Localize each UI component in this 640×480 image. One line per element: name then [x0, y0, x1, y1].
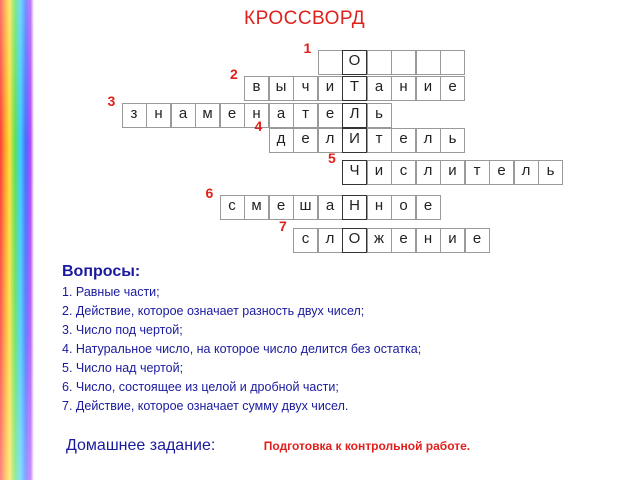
crossword-cell: и [440, 160, 465, 185]
crossword-cell: с [220, 195, 245, 220]
crossword-cell [318, 50, 343, 75]
crossword-cell: ы [269, 76, 294, 101]
crossword-cell: ш [293, 195, 318, 220]
crossword-cell: л [318, 128, 343, 153]
crossword-cell: ь [367, 103, 392, 128]
crossword-cell: н [367, 195, 392, 220]
crossword-cell: е [465, 228, 490, 253]
question-2: 2. Действие, которое означает разность двух чисел; [62, 304, 365, 318]
keyword-cell: О [342, 50, 367, 75]
crossword-cell [440, 50, 465, 75]
crossword-cell: з [122, 103, 147, 128]
crossword-cell: ж [367, 228, 392, 253]
keyword-cell: И [342, 128, 367, 153]
crossword-cell: л [416, 128, 441, 153]
homework-line [66, 437, 470, 455]
clue-number-1: 1 [303, 40, 312, 56]
questions-block [62, 262, 622, 416]
clue-number-4: 4 [254, 118, 263, 134]
crossword-cell: е [293, 128, 318, 153]
crossword-cell: а [269, 103, 294, 128]
crossword-cell: ь [440, 128, 465, 153]
crossword-cell: с [293, 228, 318, 253]
question-4: 4. Натуральное число, на которое число делится без остатка; [62, 342, 422, 356]
crossword-cell: л [514, 160, 539, 185]
crossword-cell: е [391, 128, 416, 153]
question-7: 7. Действие, которое означает сумму двух чисел. [62, 399, 349, 413]
crossword-cell: е [269, 195, 294, 220]
crossword-cell [367, 50, 392, 75]
crossword-cell: и [416, 76, 441, 101]
crossword-cell: е [318, 103, 343, 128]
question-6: 6. Число, состоящее из целой и дробной части; [62, 380, 339, 394]
crossword-cell: н [416, 228, 441, 253]
crossword-cell: в [244, 76, 269, 101]
crossword-cell: и [318, 76, 343, 101]
keyword-cell: О [342, 228, 367, 253]
crossword-cell: ь [538, 160, 563, 185]
crossword-cell [391, 50, 416, 75]
crossword-cell: н [391, 76, 416, 101]
keyword-cell: Н [342, 195, 367, 220]
crossword-cell: т [293, 103, 318, 128]
crossword-cell: е [440, 76, 465, 101]
crossword-cell: н [244, 103, 269, 128]
clue-number-7: 7 [279, 218, 287, 234]
crossword-cell: н [146, 103, 171, 128]
keyword-cell: Л [342, 103, 367, 128]
crossword-cell: е [416, 195, 441, 220]
crossword-cell: а [367, 76, 392, 101]
crossword-title: КРОССВОРД [244, 8, 366, 29]
keyword-cell: Т [342, 76, 367, 101]
clue-number-5: 5 [328, 150, 336, 166]
questions-heading: Вопросы: [62, 263, 141, 280]
question-1: 1. Равные части; [62, 285, 160, 299]
crossword-cell: и [440, 228, 465, 253]
crossword-cell: т [465, 160, 490, 185]
crossword-cell: а [318, 195, 343, 220]
crossword-cell: и [367, 160, 392, 185]
crossword-cell: л [416, 160, 441, 185]
crossword-cell: а [171, 103, 196, 128]
question-3: 3. Число под чертой; [62, 323, 183, 337]
crossword-cell: с [391, 160, 416, 185]
crossword-cell: е [391, 228, 416, 253]
clue-number-3: 3 [107, 93, 116, 109]
clue-number-2: 2 [230, 66, 238, 82]
crossword-cell: е [220, 103, 245, 128]
crossword-cell [416, 50, 441, 75]
crossword-cell: м [244, 195, 269, 220]
crossword-cell: м [195, 103, 220, 128]
homework-label: Домашнее задание: [66, 437, 216, 454]
crossword-cell: ч [293, 76, 318, 101]
crossword-cell: л [318, 228, 343, 253]
homework-text: Подготовка к контрольной работе. [263, 439, 471, 453]
crossword-cell: о [391, 195, 416, 220]
crossword-cell: е [489, 160, 514, 185]
crossword-cell: т [367, 128, 392, 153]
question-5: 5. Число над чертой; [62, 361, 184, 375]
keyword-cell: Ч [342, 160, 367, 185]
crossword-cell: д [269, 128, 294, 153]
clue-number-6: 6 [205, 185, 214, 201]
